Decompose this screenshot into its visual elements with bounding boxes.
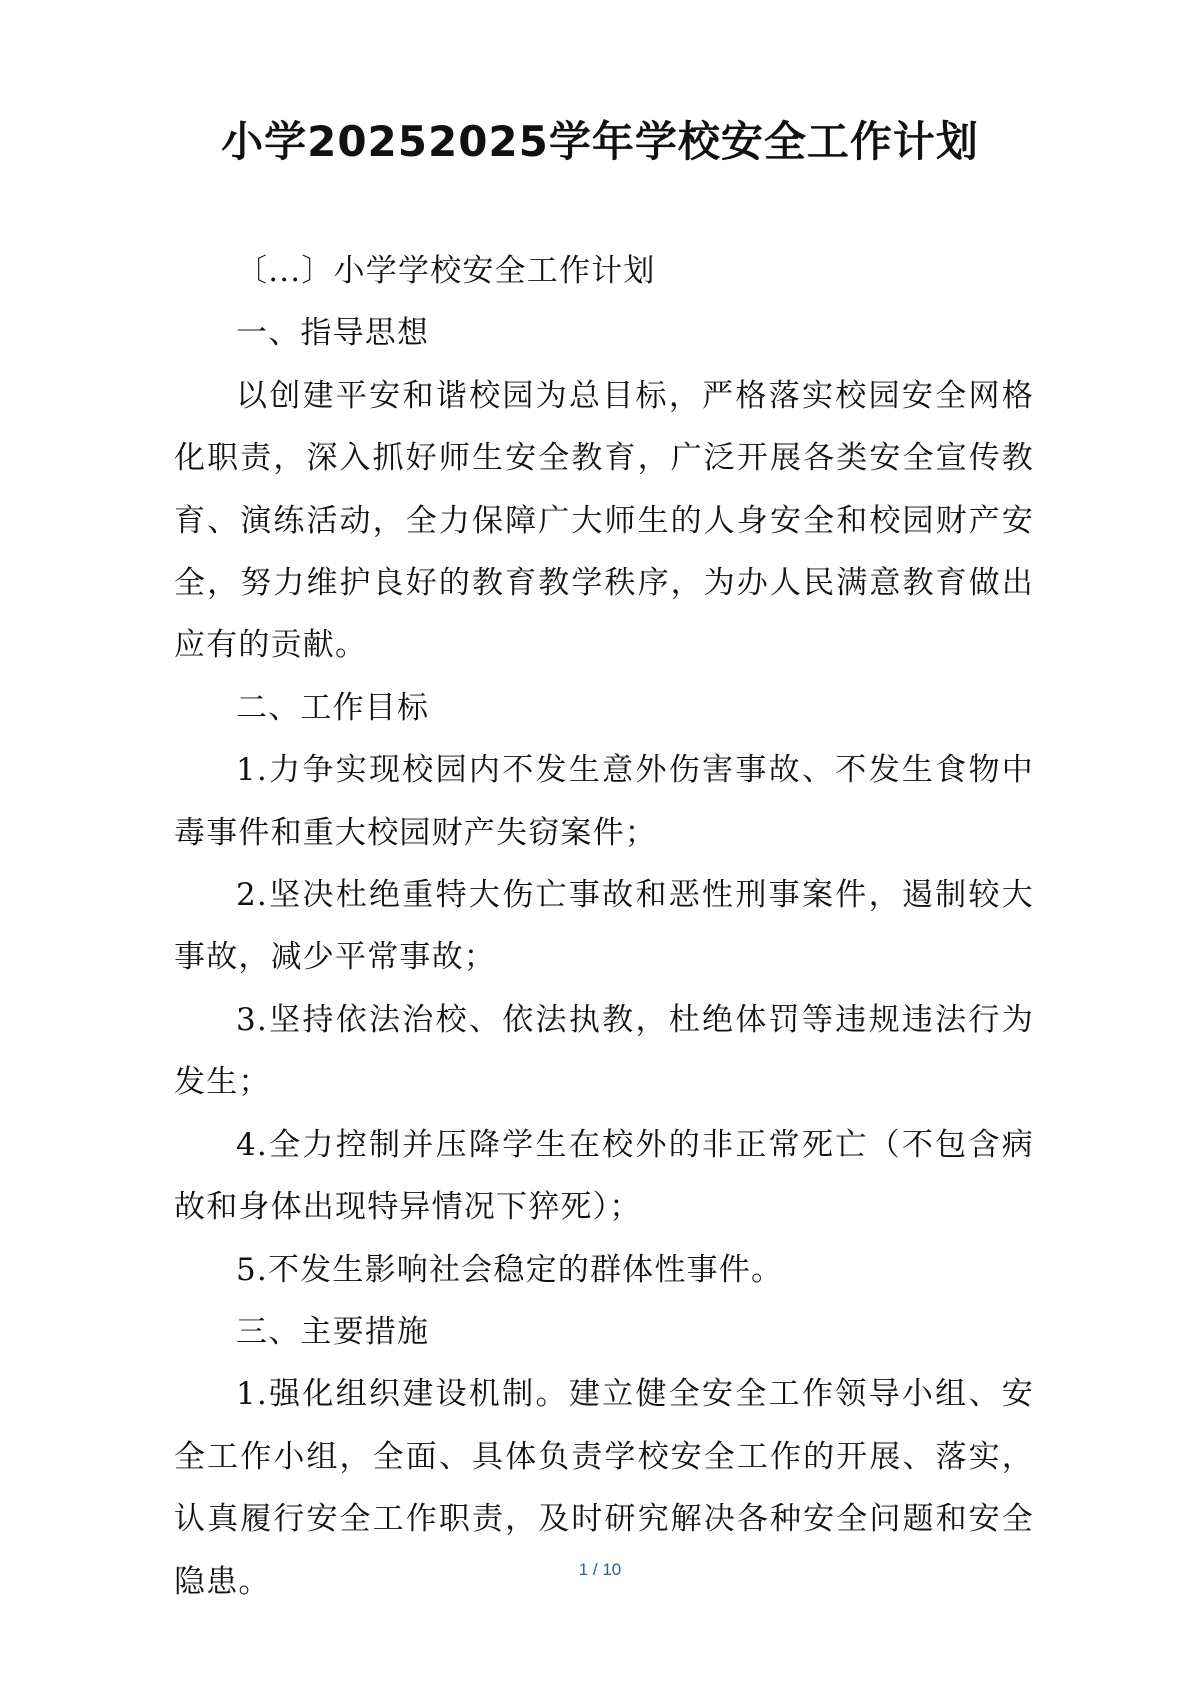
body-paragraph: 以创建平安和谐校园为总目标，严格落实校园安全网格化职责，深入抓好师生安全教育，广泛开展各类安全宣传教育、演练活动，全力保障广大师生的人身安全和校园财产安全，努力维护良好的教育教学秩序，为办人民满意教育做出应有的贡献。 (174, 377, 1034, 664)
measure-item-1: 1.强化组织建设机制。建立健全安全工作领导小组、安全工作小组，全面、具体负责学校安全工作的开展、落实，认真履行安全工作职责，及时研究解决各种安全问题和安全隐患。 (174, 1376, 1034, 1600)
goal-item-5: 5.不发生影响社会稳定的群体性事件。 (236, 1251, 784, 1288)
subtitle-paragraph: 〔...〕小学学校安全工作计划 (236, 253, 656, 289)
section-heading-work-goals: 二、工作目标 (236, 689, 430, 726)
page-number: 1 / 10 (578, 1560, 622, 1579)
document-title: 小学20252025学年学校安全工作计划 (221, 117, 979, 166)
goal-item-1: 1.力争实现校园内不发生意外伤害事故、不发生食物中毒事件和重大校园财产失窃案件； (174, 752, 1034, 851)
section-heading-guiding-ideology: 一、指导思想 (236, 315, 430, 352)
document-body (174, 240, 1034, 1613)
goal-item-3: 3.坚持依法治校、依法执教，杜绝体罚等违规违法行为发生； (174, 1001, 1034, 1101)
section-heading-main-measures: 三、主要措施 (236, 1313, 430, 1350)
goal-item-4: 4.全力控制并压降学生在校外的非正常死亡（不包含病故和身体出现特异情况下猝死）； (174, 1126, 1034, 1226)
goal-item-2: 2.坚决杜绝重特大伤亡事故和恶性刑事案件，遏制较大事故，减少平常事故； (174, 877, 1034, 976)
